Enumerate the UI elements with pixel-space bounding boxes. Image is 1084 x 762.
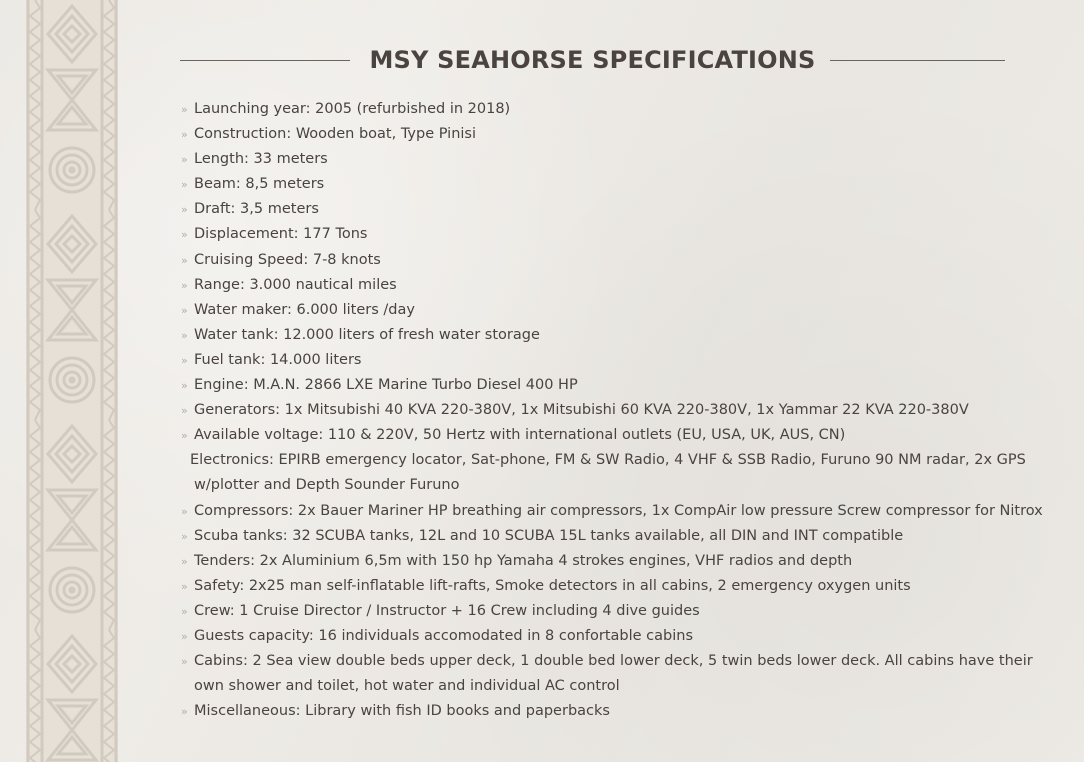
spec-item-available-voltage: » Available voltage: 110 & 220V, 50 Hertz with international outlets (EU, USA, UK, AUS, CN) [180,423,1060,448]
spec-item-displacement: » Displacement: 177 Tons [180,222,1060,247]
spec-item-draft: » Draft: 3,5 meters [180,197,1060,222]
specifications-list [180,97,1060,724]
spec-item-fuel-tank: » Fuel tank: 14.000 liters [180,348,1060,373]
spec-item-cruising-speed: » Cruising Speed: 7-8 knots [180,248,1060,273]
spec-item-water-tank: » Water tank: 12.000 liters of fresh water storage [180,323,1060,348]
title-row [180,40,1005,80]
spec-item-compressors: » Compressors: 2x Bauer Mariner HP breathing air compressors, 1x CompAir low pressure Screw compressor for Nitrox [180,499,1060,524]
page-title: MSY SEAHORSE SPECIFICATIONS [369,46,816,74]
spec-item-engine: » Engine: M.A.N. 2866 LXE Marine Turbo Diesel 400 HP [180,373,1060,398]
spec-item-guests-capacity: » Guests capacity: 16 individuals accomodated in 8 confortable cabins [180,624,1060,649]
title-rule-left [180,60,350,61]
spec-item-electronics: Electronics: EPIRB emergency locator, Sat-phone, FM & SW Radio, 4 VHF & SSB Radio, Furuno 90 NM radar, 2x GPS w/plotter and Depth Sounder Furuno [190,452,1026,494]
spec-item-generators: » Generators: 1x Mitsubishi 40 KVA 220-380V, 1x Mitsubishi 60 KVA 220-380V, 1x Yammar 22 KVA 220-380V [180,398,1060,423]
spec-item-construction: » Construction: Wooden boat, Type Pinisi [180,122,1060,147]
spec-item-tenders: » Tenders: 2x Aluminium 6,5m with 150 hp Yamaha 4 strokes engines, VHF radios and depth [180,549,1060,574]
tribal-pattern-border [26,0,118,762]
spec-item-water-maker: » Water maker: 6.000 liters /day [180,298,1060,323]
spec-item-safety: » Safety: 2x25 man self-inflatable lift-rafts, Smoke detectors in all cabins, 2 emergency oxygen units [180,574,1060,599]
spec-item-scuba-tanks: » Scuba tanks: 32 SCUBA tanks, 12L and 10 SCUBA 15L tanks available, all DIN and INT compatible [180,524,1060,549]
spec-item-crew: » Crew: 1 Cruise Director / Instructor + 16 Crew including 4 dive guides [180,599,1060,624]
spec-item-miscellaneous: » Miscellaneous: Library with fish ID books and paperbacks [180,699,1060,724]
spec-item-cabins: » Cabins: 2 Sea view double beds upper deck, 1 double bed lower deck, 5 twin beds lower deck. All cabins have their own shower and toilet, hot water and individual AC control [180,649,1060,699]
title-rule-right [830,60,1005,61]
spec-item-beam: » Beam: 8,5 meters [180,172,1060,197]
spec-item-length: » Length: 33 meters [180,147,1060,172]
spec-item-range: » Range: 3.000 nautical miles [180,273,1060,298]
tribal-pattern-icon [26,0,118,762]
spec-item-launching-year: » Launching year: 2005 (refurbished in 2018) [180,97,1060,122]
